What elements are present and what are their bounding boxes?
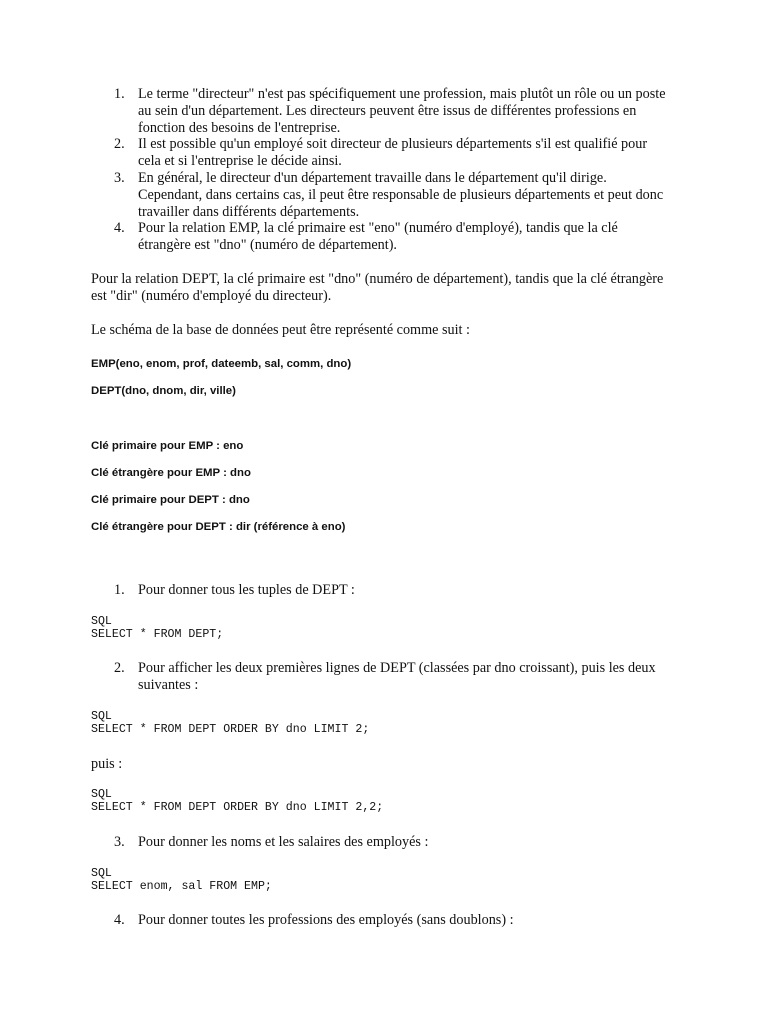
list-item	[0, 136, 670, 170]
list-number: 2.	[114, 660, 125, 676]
dept-keys-paragraph: Pour la relation DEPT, la clé primaire est "dno" (numéro de département), tandis que la clé étrangère est "dir" (numéro d'employé du directeur).	[91, 271, 664, 304]
list-item	[0, 220, 670, 254]
code-line: SELECT * FROM DEPT;	[91, 628, 224, 641]
list-item	[0, 582, 670, 599]
schema-emp: EMP(eno, enom, prof, dateemb, sal, comm, dno)	[91, 358, 352, 370]
query-list-item-1	[0, 582, 700, 599]
list-number: 1.	[114, 86, 125, 102]
list-text: En général, le directeur d'un département travaille dans le département qu'il dirige. Cependant, dans certains cas, il peut être responsable de plusieurs départements et peut donc travailler dans différents départements.	[138, 169, 664, 220]
list-number: 4.	[114, 912, 125, 928]
key-emp-foreign: Clé étrangère pour EMP : dno	[91, 467, 251, 479]
intro-list	[0, 86, 700, 254]
list-item	[0, 170, 670, 220]
list-text: Pour donner tous les tuples de DEPT :	[138, 582, 355, 598]
code-line: SELECT * FROM DEPT ORDER BY dno LIMIT 2;	[91, 723, 370, 736]
key-dept-foreign: Clé étrangère pour DEPT : dir (référence à eno)	[91, 521, 346, 533]
list-item	[0, 912, 670, 929]
code-language-label: SQL	[91, 615, 112, 628]
list-number: 4.	[114, 220, 125, 237]
list-item	[0, 834, 670, 851]
query-list-item-4	[0, 912, 700, 929]
list-text: Pour afficher les deux premières lignes de DEPT (classées par dno croissant), puis les deux suivantes :	[138, 660, 656, 693]
code-language-label: SQL	[91, 867, 112, 880]
list-item	[0, 86, 670, 136]
code-language-label: SQL	[91, 710, 112, 723]
list-text: Il est possible qu'un employé soit directeur de plusieurs départements s'il est qualifié pour cela et si l'entreprise le décide ainsi.	[138, 136, 648, 170]
list-text: Pour donner les noms et les salaires des employés :	[138, 834, 429, 850]
schema-dept: DEPT(dno, dnom, dir, ville)	[91, 385, 236, 397]
list-number: 2.	[114, 136, 125, 153]
key-dept-primary: Clé primaire pour DEPT : dno	[91, 494, 250, 506]
list-number: 3.	[114, 834, 125, 850]
list-text: Pour la relation EMP, la clé primaire est "eno" (numéro d'employé), tandis que la clé étrangère est "dno" (numéro de département).	[138, 220, 618, 254]
schema-intro-paragraph: Le schéma de la base de données peut être représenté comme suit :	[91, 322, 470, 338]
key-emp-primary: Clé primaire pour EMP : eno	[91, 440, 244, 452]
query-list-item-2	[0, 660, 700, 694]
list-text: Pour donner toutes les professions des employés (sans doublons) :	[138, 912, 514, 928]
then-paragraph: puis :	[91, 756, 123, 772]
code-line: SELECT enom, sal FROM EMP;	[91, 880, 272, 893]
code-language-label: SQL	[91, 788, 112, 801]
list-item	[0, 660, 670, 694]
query-list-item-3	[0, 834, 700, 851]
list-number: 3.	[114, 169, 125, 186]
list-number: 1.	[114, 582, 125, 598]
code-line: SELECT * FROM DEPT ORDER BY dno LIMIT 2,2;	[91, 801, 384, 814]
list-text: Le terme "directeur" n'est pas spécifiquement une profession, mais plutôt un rôle ou un poste au sein d'un département. Les directeurs peuvent être issus de différentes professions en fonction des besoins de l'entreprise.	[138, 86, 666, 136]
